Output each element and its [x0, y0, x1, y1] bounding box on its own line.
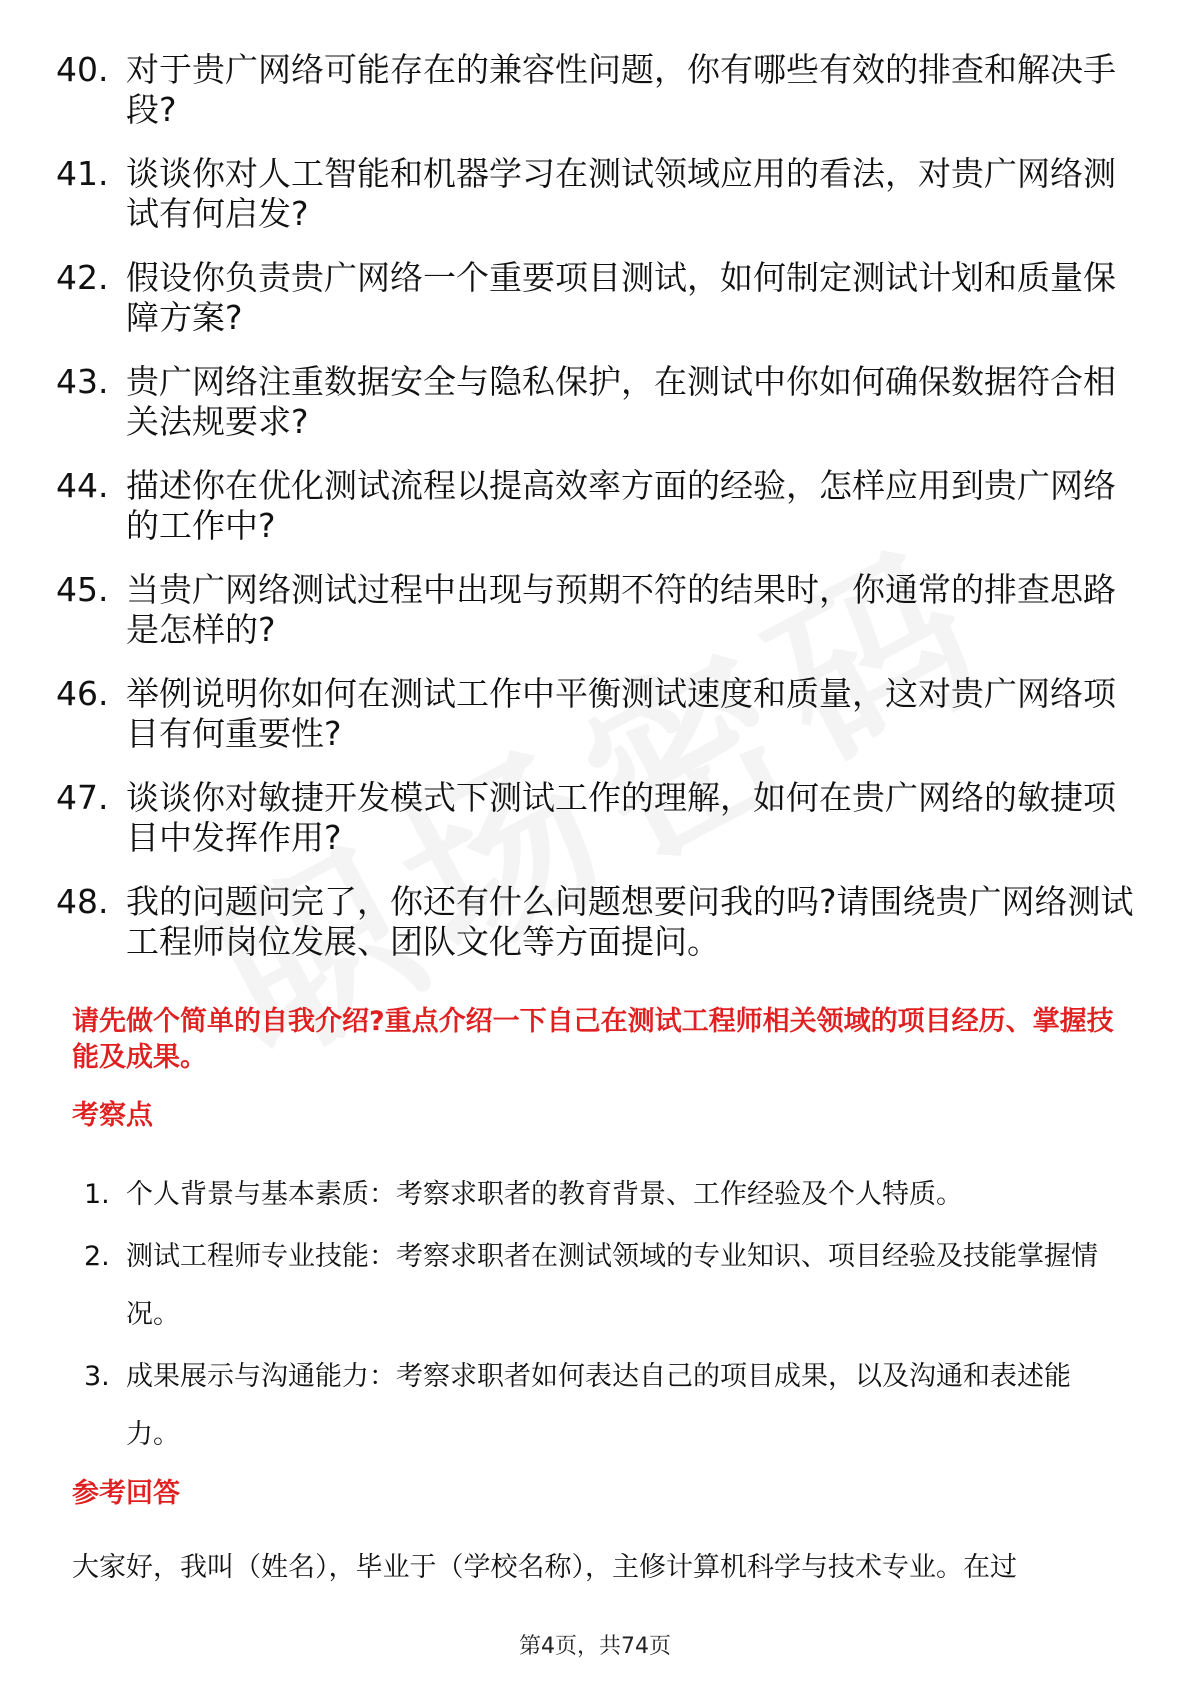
point-text: 成果展示与沟通能力：考察求职者如何表达自己的项目成果，以及沟通和表述能力。 [126, 1361, 1071, 1450]
question-number: 40. [56, 50, 109, 89]
question-text: 举例说明你如何在测试工作中平衡测试速度和质量，这对贵广网络项目有何重要性? [126, 674, 1116, 753]
question-item [56, 362, 1136, 442]
question-text: 当贵广网络测试过程中出现与预期不符的结果时，你通常的排查思路是怎样的? [126, 570, 1116, 649]
page-footer: 第4页，共74页 [519, 1634, 671, 1659]
question-item [56, 674, 1136, 754]
question-item [56, 882, 1136, 962]
question-number: 42. [56, 258, 109, 297]
question-item [56, 778, 1136, 858]
intro-question-heading: 请先做个简单的自我介绍?重点介绍一下自己在测试工程师相关领域的项目经历、掌握技能及成果。 [72, 1006, 1114, 1073]
question-item [56, 466, 1136, 546]
question-text: 对于贵广网络可能存在的兼容性问题，你有哪些有效的排查和解决手段? [126, 50, 1116, 129]
question-number: 43. [56, 362, 109, 401]
question-text: 我的问题问完了，你还有什么问题想要问我的吗?请围绕贵广网络测试工程师岗位发展、团队文化等方面提问。 [126, 882, 1134, 961]
question-list [56, 50, 1136, 986]
point-number: 1. [84, 1179, 110, 1210]
question-number: 44. [56, 466, 109, 505]
question-number: 46. [56, 674, 109, 713]
point-text: 个人背景与基本素质：考察求职者的教育背景、工作经验及个人特质。 [126, 1179, 963, 1210]
question-item [56, 154, 1136, 234]
question-text: 假设你负责贵广网络一个重要项目测试，如何制定测试计划和质量保障方案? [126, 258, 1116, 337]
question-text: 描述你在优化测试流程以提高效率方面的经验，怎样应用到贵广网络的工作中? [126, 466, 1116, 545]
assessment-heading: 考察点 [72, 1100, 153, 1131]
question-text: 贵广网络注重数据安全与隐私保护，在测试中你如何确保数据符合相关法规要求? [126, 362, 1116, 441]
reference-answer-heading: 参考回答 [72, 1478, 180, 1509]
question-item [56, 570, 1136, 650]
assessment-point [84, 1228, 1124, 1344]
question-item [56, 50, 1136, 130]
point-number: 2. [84, 1241, 110, 1272]
question-number: 41. [56, 154, 109, 193]
point-number: 3. [84, 1361, 110, 1392]
question-number: 48. [56, 882, 109, 921]
assessment-points [84, 1166, 1124, 1468]
assessment-point [84, 1166, 1124, 1224]
assessment-point [84, 1348, 1124, 1464]
question-text: 谈谈你对人工智能和机器学习在测试领域应用的看法，对贵广网络测试有何启发? [126, 154, 1116, 233]
reference-answer-text: 大家好，我叫（姓名），毕业于（学校名称），主修计算机科学与技术专业。在过 [72, 1552, 1017, 1583]
question-text: 谈谈你对敏捷开发模式下测试工作的理解，如何在贵广网络的敏捷项目中发挥作用? [126, 778, 1116, 857]
question-item [56, 258, 1136, 338]
question-number: 47. [56, 778, 109, 817]
question-number: 45. [56, 570, 109, 609]
point-text: 测试工程师专业技能：考察求职者在测试领域的专业知识、项目经验及技能掌握情况。 [126, 1241, 1098, 1330]
